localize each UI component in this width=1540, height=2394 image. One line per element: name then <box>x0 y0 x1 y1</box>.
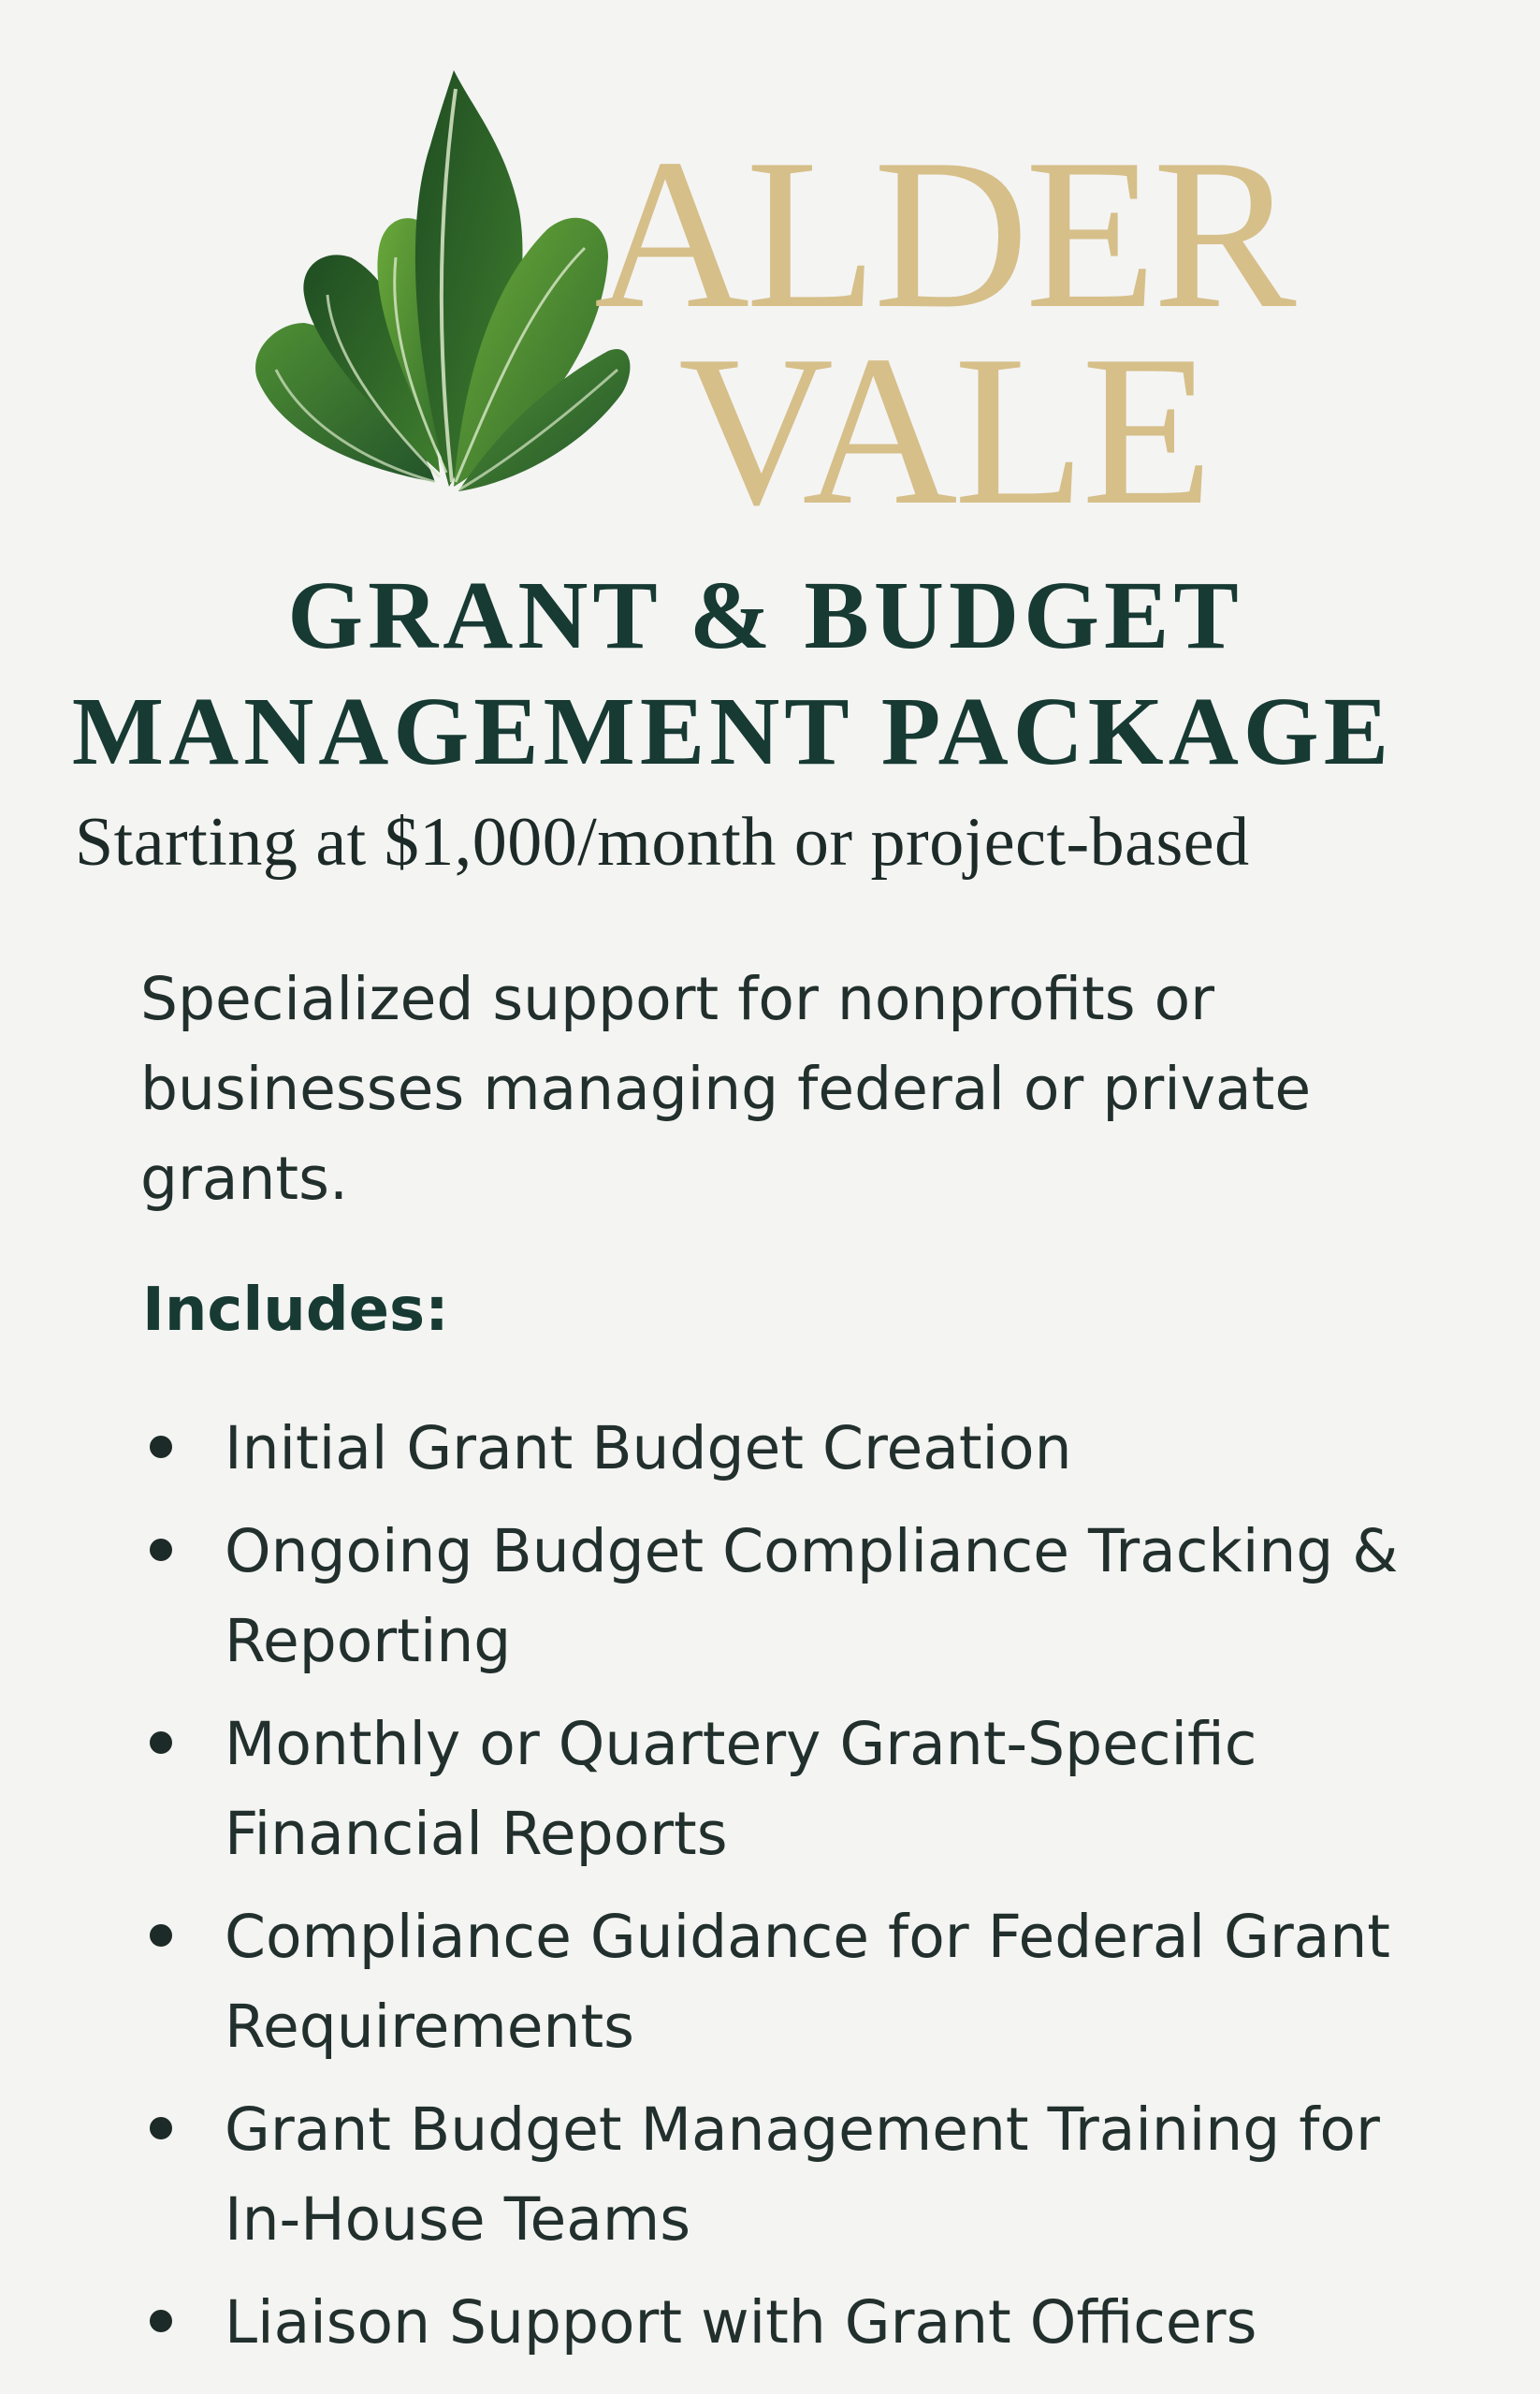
bullet-icon <box>150 1436 172 1458</box>
list-item <box>140 2278 1450 2368</box>
bullet-icon <box>150 2310 172 2332</box>
bullet-icon <box>150 1539 172 1561</box>
package-title-line1: GRANT & BUDGET <box>287 562 1243 669</box>
list-item <box>140 2085 1450 2265</box>
intro-paragraph: Specialized support for nonprofits or businesses managing federal or private grants. <box>140 965 1312 1213</box>
brand-name-line1: ALDER <box>594 114 1293 353</box>
brand-logo <box>239 70 1315 549</box>
pricing-text: Starting at $1,000/month or project-based <box>75 804 1250 881</box>
bullet-icon <box>150 1924 172 1947</box>
list-item <box>140 1700 1450 1879</box>
list-item <box>140 1892 1450 2072</box>
bullet-icon <box>150 2117 172 2139</box>
list-item-text: Initial Grant Budget Creation <box>225 1414 1072 1482</box>
includes-list <box>140 1404 1450 2381</box>
list-item-text: Ongoing Budget Compliance Tracking & Reporting <box>225 1517 1399 1675</box>
includes-heading: Includes: <box>142 1276 449 1345</box>
list-item <box>140 1404 1450 1494</box>
list-item-text: Monthly or Quartery Grant-Specific Financial Reports <box>225 1710 1257 1868</box>
list-item-text: Liaison Support with Grant Officers <box>225 2288 1257 2357</box>
list-item-text: Grant Budget Management Training for In-House Teams <box>225 2095 1380 2254</box>
list-item-text: Compliance Guidance for Federal Grant Requirements <box>225 1903 1391 2061</box>
bullet-icon <box>150 1731 172 1754</box>
package-title-line2: MANAGEMENT PACKAGE <box>71 678 1394 785</box>
leaf-icon <box>239 70 632 510</box>
brand-wordmark <box>594 70 1293 549</box>
brand-name-line2: VALE <box>678 311 1210 549</box>
list-item <box>140 1507 1450 1686</box>
